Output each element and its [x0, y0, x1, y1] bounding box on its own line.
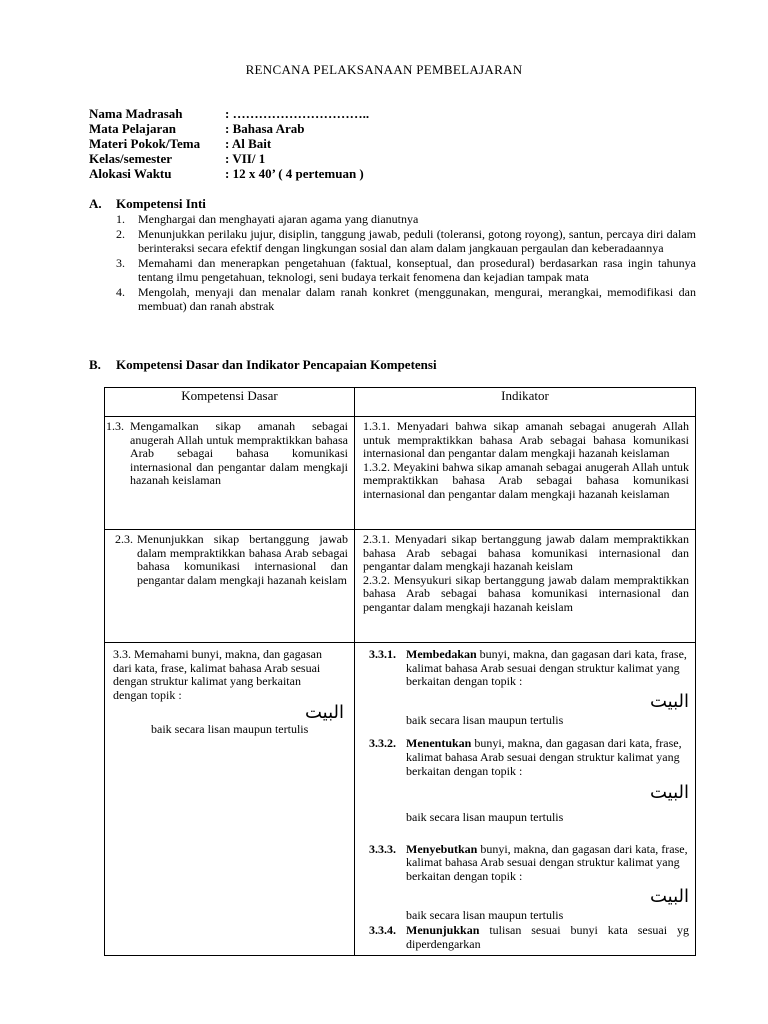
document-title: RENCANA PELAKSANAAN PEMBELAJARAN — [245, 62, 523, 77]
kd-cell — [105, 530, 355, 643]
list-text: Mengolah, menyaji dan menalar dalam ranah konkret (menggunakan, mengurai, merangkai, memodifikasi dan membuat) dan ranah abstrak — [138, 285, 696, 313]
indicator-item — [369, 924, 689, 951]
table-row — [105, 643, 696, 956]
indicator-body — [406, 648, 689, 689]
list-text: Memahami dan menerapkan pengetahuan (faktual, konseptual, dan prosedural) berdasarkan rasa ingin tahunya tentang ilmu pengetahuan, teknologi, seni budaya terkait fenomena dan kejadian tampak mata — [138, 256, 696, 284]
list-item — [116, 212, 696, 226]
kd-content — [105, 417, 354, 488]
indicator-body — [406, 737, 689, 778]
kd-cell — [105, 417, 355, 530]
kd-tail: baik secara lisan maupun tertulis — [151, 722, 309, 737]
identity-row — [89, 166, 369, 181]
arabic-topic: البيت — [649, 782, 689, 804]
identity-label: Alokasi Waktu — [89, 166, 172, 181]
indicator-text: 2.3.1. Menyadari sikap bertanggung jawab dalam mempraktikkan bahasa Arab sebagai bahasa komunikasi internasional dan pengantar dalam mengkaji hazanah keislam — [363, 532, 689, 574]
header-kompetensi-dasar: Kompetensi Dasar — [105, 388, 355, 417]
header-indikator: Indikator — [355, 388, 696, 417]
arabic-topic: البيت — [649, 690, 689, 712]
indicator-text: tulisan sesuai bunyi kata sesuai yg diperdengarkan — [406, 923, 689, 951]
indicator-list — [355, 643, 695, 951]
arabic-topic: البيت — [304, 702, 344, 724]
section-a-heading — [89, 196, 206, 212]
kd-cell — [105, 643, 355, 956]
section-title: Kompetensi Dasar dan Indikator Pencapaian Kompetensi — [116, 357, 437, 372]
indicator-number: 3.3.4. — [369, 923, 396, 938]
identity-row — [89, 151, 369, 166]
indicator-tail: baik secara lisan maupun tertulis — [406, 907, 564, 922]
indicator-item — [369, 843, 689, 884]
kompetensi-inti-list — [116, 212, 696, 313]
kd-text: Menunjukkan sikap bertanggung jawab dalam mempraktikkan bahasa Arab sebagai bahasa komunikasi internasional dan pengantar dalam mengkaji hazanah keislam — [137, 532, 348, 587]
list-item — [116, 227, 696, 255]
list-text: Menghargai dan menghayati ajaran agama yang dianutnya — [138, 212, 419, 226]
indicator-number: 3.3.3. — [369, 841, 396, 856]
section-letter: A. — [89, 196, 102, 211]
indicator-text: 1.3.1. Menyadari bahwa sikap amanah sebagai anugerah Allah untuk mempraktikkan bahasa Arab sebagai bahasa komunikasi internasional dan pengantar dalam mengkaji hazanah keislaman — [363, 419, 689, 461]
kd-number: 1.3. — [106, 419, 124, 433]
indicator-verb: Menunjukkan — [406, 923, 480, 938]
identity-row — [89, 121, 369, 136]
list-item — [116, 285, 696, 313]
indicator-body — [406, 924, 689, 951]
indicator-tail: baik secara lisan maupun tertulis — [406, 810, 564, 825]
list-number: 4. — [116, 285, 125, 299]
arabic-topic: البيت — [649, 885, 689, 907]
indicator-cell — [355, 530, 696, 643]
indicator-verb: Menentukan — [406, 736, 472, 751]
identity-label: Mata Pelajaran — [89, 121, 177, 136]
indicator-verb: Membedakan — [406, 647, 477, 661]
section-b-heading — [89, 357, 437, 373]
identity-label: Nama Madrasah — [89, 106, 183, 121]
indicator-cell — [355, 643, 696, 956]
kd-number: 2.3. — [115, 532, 133, 546]
identity-row — [89, 106, 369, 121]
indicator-text: bunyi, makna, dan gagasan dari kata, frase, kalimat bahasa Arab sesuai dengan struktur kalimat yang berkaitan dengan topik : — [406, 736, 682, 778]
indicator-item — [369, 648, 689, 689]
indicator-body — [406, 843, 689, 884]
kd-content — [105, 530, 354, 587]
list-number: 1. — [116, 212, 125, 226]
indicator-item — [369, 737, 689, 778]
identity-label: Kelas/semester — [89, 151, 173, 166]
identity-value: : 12 x 40’ ( 4 pertemuan ) — [225, 166, 364, 181]
indicator-cell — [355, 417, 696, 530]
identity-value: : Al Bait — [225, 136, 272, 151]
identity-value: : ………………………….. — [225, 106, 370, 121]
indicator-text: 1.3.2. Meyakini bahwa sikap amanah sebagai anugerah Allah untuk mempraktikkan bahasa Arab sebagai bahasa komunikasi internasional dan pengantar dalam mengkaji hazanah keislaman — [363, 459, 689, 501]
list-number: 3. — [116, 256, 125, 270]
kd-indikator-table — [104, 387, 696, 956]
kd-text: Mengamalkan sikap amanah sebagai anugerah Allah untuk mempraktikkan bahasa Arab sebagai bahasa komunikasi internasional dan pengantar dalam mengkaji hazanah keislaman — [130, 419, 348, 488]
identity-value: : VII/ 1 — [225, 151, 266, 166]
identity-label: Materi Pokok/Tema — [89, 136, 201, 151]
indicator-tail: baik secara lisan maupun tertulis — [406, 712, 564, 727]
kd-text: 3.3. Memahami bunyi, makna, dan gagasan dari kata, frase, kalimat bahasa Arab sesuai dengan struktur kalimat yang berkaitan dengan topik : — [113, 647, 322, 702]
indicator-text: 2.3.2. Mensyukuri sikap bertanggung jawab dalam mempraktikkan bahasa Arab sebagai bahasa komunikasi internasional dan pengantar dalam mengkaji hazanah keislam — [363, 572, 689, 614]
indicator-number: 3.3.1. — [369, 647, 396, 661]
list-text: Menunjukkan perilaku jujur, disiplin, tanggung jawab, peduli (toleransi, gotong royong), santun, percaya diri dalam berinteraksi secara efektif dengan lingkungan sosial dan alam dalam jangkauan pergaulan dan keberadaannya — [138, 227, 696, 255]
indicator-text: bunyi, makna, dan gagasan dari kata, frase, kalimat bahasa Arab sesuai dengan struktur kalimat yang berkaitan dengan topik : — [406, 841, 688, 883]
section-title: Kompetensi Inti — [116, 196, 206, 211]
identity-value: : Bahasa Arab — [225, 121, 305, 136]
list-item — [116, 256, 696, 284]
indicator-text: bunyi, makna, dan gagasan dari kata, frase, kalimat bahasa Arab sesuai dengan struktur kalimat yang berkaitan dengan topik : — [406, 647, 687, 689]
indicator-verb: Menyebutkan — [406, 841, 478, 856]
indicator-number: 3.3.2. — [369, 736, 396, 751]
table-row — [105, 530, 696, 643]
table-row — [105, 417, 696, 530]
section-letter: B. — [89, 357, 101, 372]
identity-block — [89, 106, 369, 181]
list-number: 2. — [116, 227, 125, 241]
table-header-row — [105, 388, 696, 417]
identity-row — [89, 136, 369, 151]
